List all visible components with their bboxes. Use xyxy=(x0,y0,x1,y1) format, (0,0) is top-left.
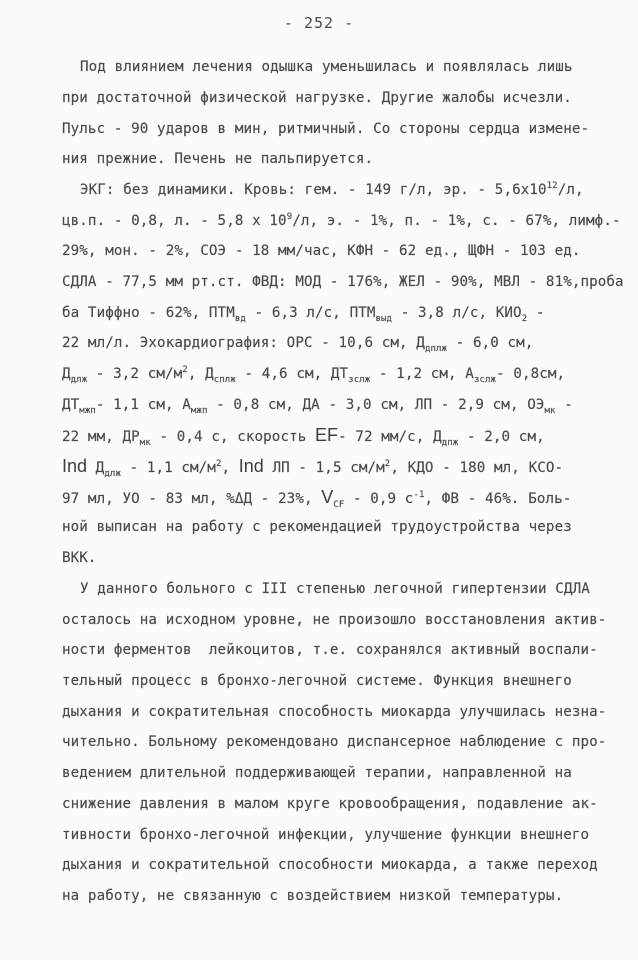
text-line: ВКК. xyxy=(62,550,97,566)
text-line: СДЛА - 77,5 мм рт.ст. ФВД: МОД - 176%, ЖЕЛ - 90%, МВЛ - 81%,проба xyxy=(62,274,624,290)
text-line: цв.п. - 0,8, л. - 5,8 х $10^9/л$, э. - 1%, п. - 1%, с. - 67%, лимф.- xyxy=(62,212,621,229)
text-line: осталось на исходном уровне, не произошло восстановления актив- xyxy=(62,612,607,628)
text-line: дыхания и сократительной способности миокарда, а также переход xyxy=(62,857,598,873)
handwritten-annotation: Ind xyxy=(62,456,88,476)
text-line: 29%, мон. - 2%, СОЭ - 18 мм/час, КФН - 62 ед., ЩФН - 103 ед. xyxy=(62,243,581,259)
text-line: 22 мм, $ДР_{мк} - 0,4$ с, скорость EF- 72 мм/с, $Д_{дпж} - 2,0$ см, xyxy=(62,425,545,448)
text-line: тивности бронхо-легочной инфекции, улучшение функции внешнего xyxy=(62,827,590,843)
text-line: ния прежние. Печень не пальпируется. xyxy=(62,151,374,167)
text-line: У данного больного с III степенью легочной гипертензии СДЛА xyxy=(80,581,590,597)
page-number: - 252 - xyxy=(283,14,355,32)
text-line: ведением длительной поддерживающей терапии, направленной на xyxy=(62,765,572,781)
handwritten-annotation: EF xyxy=(315,425,339,445)
text-line: при достаточной физической нагрузке. Другие жалобы исчезли. xyxy=(62,90,572,106)
text-line: ности ферментов лейкоцитов, т.е. сохранялся активный воспали- xyxy=(62,642,598,658)
text-line: ЭКГ: без динамики. Кровь: гем. - 149 г/л, эр. - $5,6х10^{12}/л$, xyxy=(80,181,584,198)
text-line: 22 мл/л. Эхокардиография: ОРС - 10,6 см, $Д_{дплж} - 6,0$ см, xyxy=(62,335,534,354)
text-line: тельный процесс в бронхо-легочной системе. Функция внешнего xyxy=(62,673,572,689)
text-line: Пульс - 90 ударов в мин, ритмичный. Со стороны сердца измене- xyxy=(62,121,590,137)
text-line: снижение давления в малом круге кровообращения, подавление ак- xyxy=(62,796,598,812)
text-line: дыхания и сократительная способность миокарда улучшилась незна- xyxy=(62,704,607,720)
handwritten-annotation: Ind xyxy=(238,456,264,476)
text-line: 97 мл, УО - 83 мл, %ΔД - 23%, $V_{CF} - 0,9$ $с^{-1}$, ФВ - 46%. Боль- xyxy=(62,487,572,510)
text-line: ба Тиффно - 62%, $ПТМ_{вд} - 6,3$ л/с, $ПТМ_{выд} - 3,8$ л/с, $КИО_2$ - xyxy=(62,305,545,324)
text-line: $ДТ_{мжп}-$ 1,1 см, $А_{мжп} - 0,8$ см, ДА - 3,0 см, ЛП - 2,9 см, $ОЭ_{мк}$ - xyxy=(62,397,573,416)
text-line: ной выписан на работу с рекомендацией трудоустройства через xyxy=(62,519,572,535)
text-line: $Д_{длж} - 3,2$ $см/м^2$, $Д_{сплж} - 4,6$ см, $ДТ_{зслж} - 1,2$ см, $А_{зслж}-$ 0,8см, xyxy=(62,365,566,385)
text-line: Под влиянием лечения одышка уменьшилась и появлялась лишь xyxy=(80,59,573,75)
text-line: чительно. Больному рекомендовано диспансерное наблюдение с про- xyxy=(62,734,607,750)
text-line: на работу, не связанную с воздействием низкой температуры. xyxy=(62,888,564,904)
handwritten-annotation: V xyxy=(321,487,334,507)
text-line: Ind $Д_{длж} - 1,1$ $см/м^2$, Ind ЛП - 1,5 $см/м^2$, КДО - 180 мл, КСО- xyxy=(62,456,564,479)
